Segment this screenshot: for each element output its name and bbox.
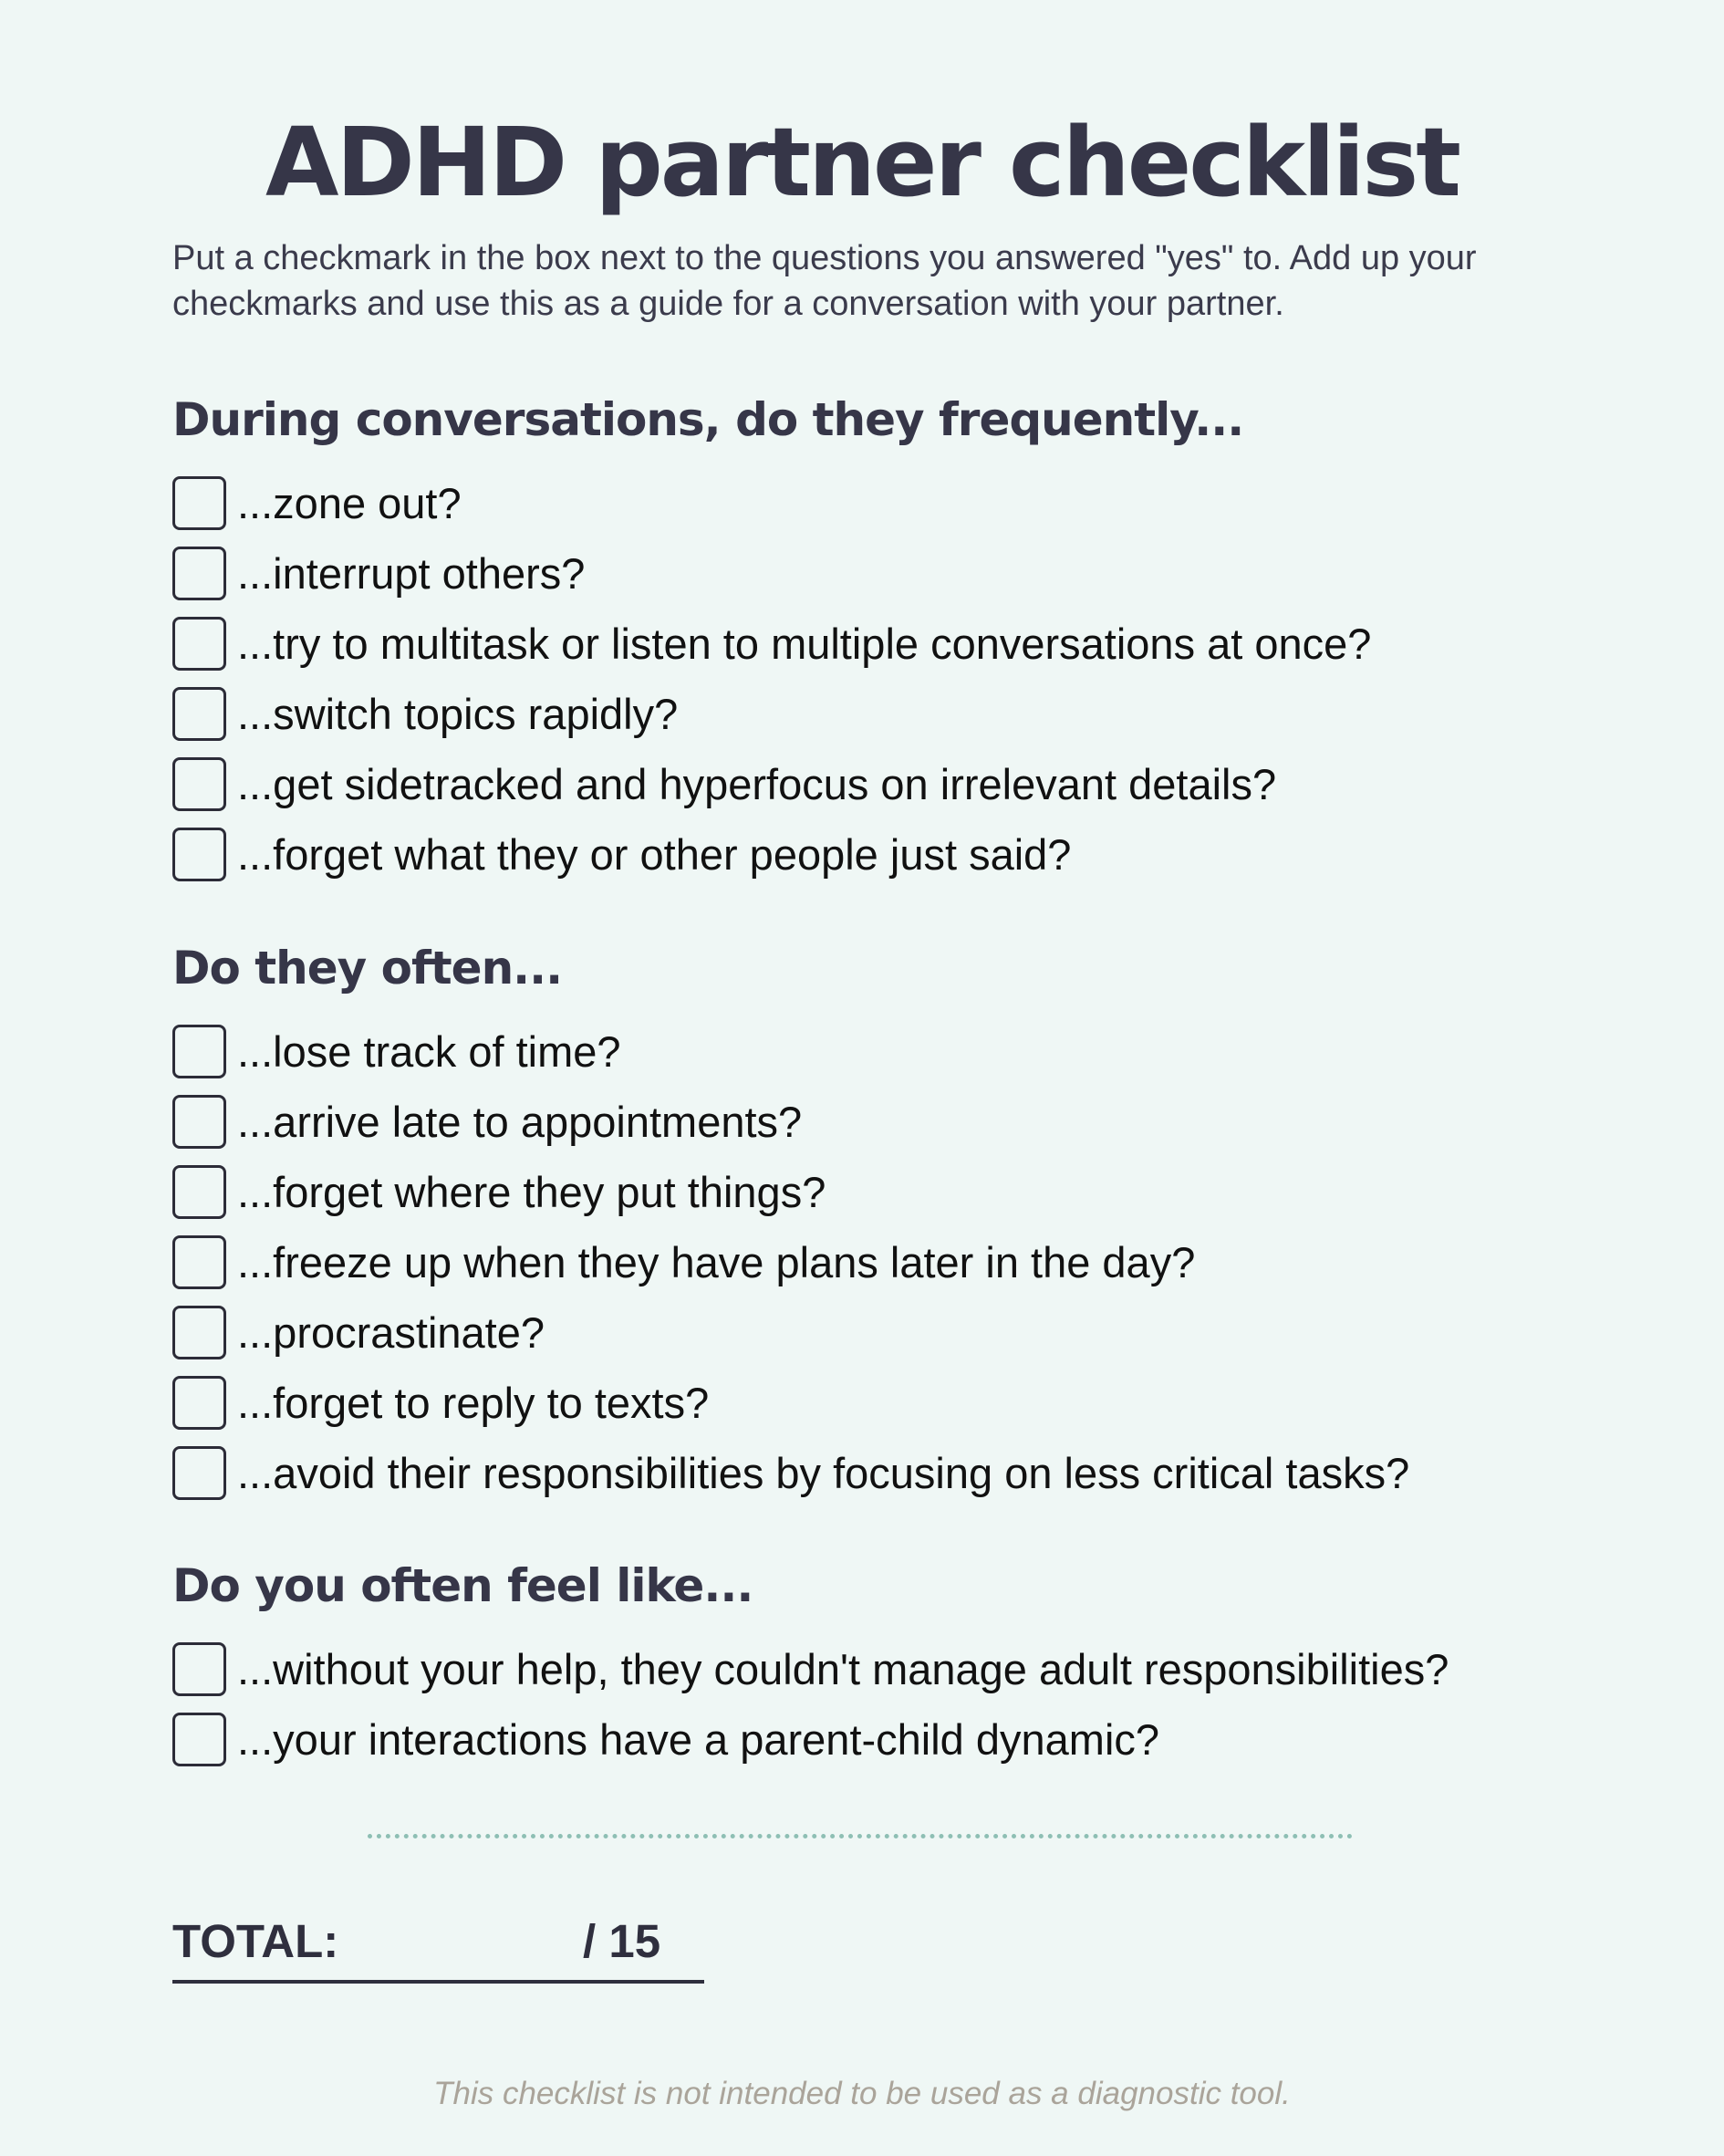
disclaimer-text: This checklist is not intended to be used as a diagnostic tool.	[433, 2076, 1291, 2111]
checkbox[interactable]	[172, 617, 226, 671]
intro-text: Put a checkmark in the box next to the questions you answered "yes" to. Add up your checkmarks and use this as a guide for a conversation with your partner.	[172, 239, 1477, 323]
item-label: ...try to multitask or listen to multiple conversations at once?	[237, 619, 1372, 668]
item-label: ...arrive late to appointments?	[237, 1097, 803, 1146]
checkbox[interactable]	[172, 757, 226, 811]
item-label: ...switch topics rapidly?	[237, 689, 679, 738]
checkbox[interactable]	[172, 1165, 226, 1219]
checkbox[interactable]	[172, 1306, 226, 1359]
item-label: ...your interactions have a parent-child dynamic?	[237, 1714, 1160, 1764]
item-label: ...get sidetracked and hyperfocus on irrelevant details?	[237, 759, 1277, 808]
list-item	[172, 749, 1632, 819]
list-item	[172, 1704, 1632, 1775]
item-label: ...forget what they or other people just said?	[237, 829, 1072, 879]
item-label: ...zone out?	[237, 478, 462, 527]
item-label: ...forget to reply to texts?	[237, 1378, 710, 1427]
checkbox[interactable]	[172, 476, 226, 530]
list-item	[172, 1438, 1632, 1508]
section-heading: Do they often...	[172, 942, 563, 995]
item-label: ...procrastinate?	[237, 1307, 545, 1357]
checkbox[interactable]	[172, 1025, 226, 1078]
list-item	[172, 1087, 1632, 1157]
checkbox[interactable]	[172, 1376, 226, 1430]
total-label: TOTAL:	[172, 1915, 339, 1967]
total-field[interactable]	[172, 1914, 704, 1984]
list-item	[172, 1157, 1632, 1227]
list-item	[172, 1634, 1632, 1704]
item-label: ...lose track of time?	[237, 1026, 621, 1076]
checkbox[interactable]	[172, 1713, 226, 1766]
list-item	[172, 679, 1632, 749]
list-item	[172, 1368, 1632, 1438]
dotted-divider	[368, 1834, 1353, 1838]
section-heading: During conversations, do they frequently...	[172, 393, 1244, 446]
item-label: ...without your help, they couldn't manage adult responsibilities?	[237, 1644, 1449, 1693]
section-feel-like	[172, 1554, 1632, 1775]
section-often	[172, 936, 1632, 1508]
section-conversations	[172, 388, 1632, 890]
checkbox[interactable]	[172, 1642, 226, 1696]
item-label: ...freeze up when they have plans later in the day?	[237, 1237, 1196, 1286]
checklist-items	[172, 1634, 1632, 1775]
list-item	[172, 1227, 1632, 1297]
section-heading: Do you often feel like...	[172, 1559, 753, 1612]
checkbox[interactable]	[172, 1095, 226, 1149]
list-item	[172, 468, 1632, 538]
list-item	[172, 1016, 1632, 1087]
checkbox[interactable]	[172, 1446, 226, 1500]
list-item	[172, 1297, 1632, 1368]
checkbox[interactable]	[172, 687, 226, 741]
total-max: / 15	[583, 1915, 661, 1967]
checklist-items	[172, 468, 1632, 890]
checkbox[interactable]	[172, 828, 226, 881]
checkbox[interactable]	[172, 1235, 226, 1289]
item-label: ...interrupt others?	[237, 548, 586, 598]
list-item	[172, 538, 1632, 609]
checklist-items	[172, 1016, 1632, 1508]
item-label: ...forget where they put things?	[237, 1167, 826, 1216]
page-title: ADHD partner checklist	[265, 107, 1459, 218]
checkbox[interactable]	[172, 547, 226, 600]
list-item	[172, 609, 1632, 679]
list-item	[172, 819, 1632, 890]
item-label: ...avoid their responsibilities by focusing on less critical tasks?	[237, 1448, 1410, 1497]
